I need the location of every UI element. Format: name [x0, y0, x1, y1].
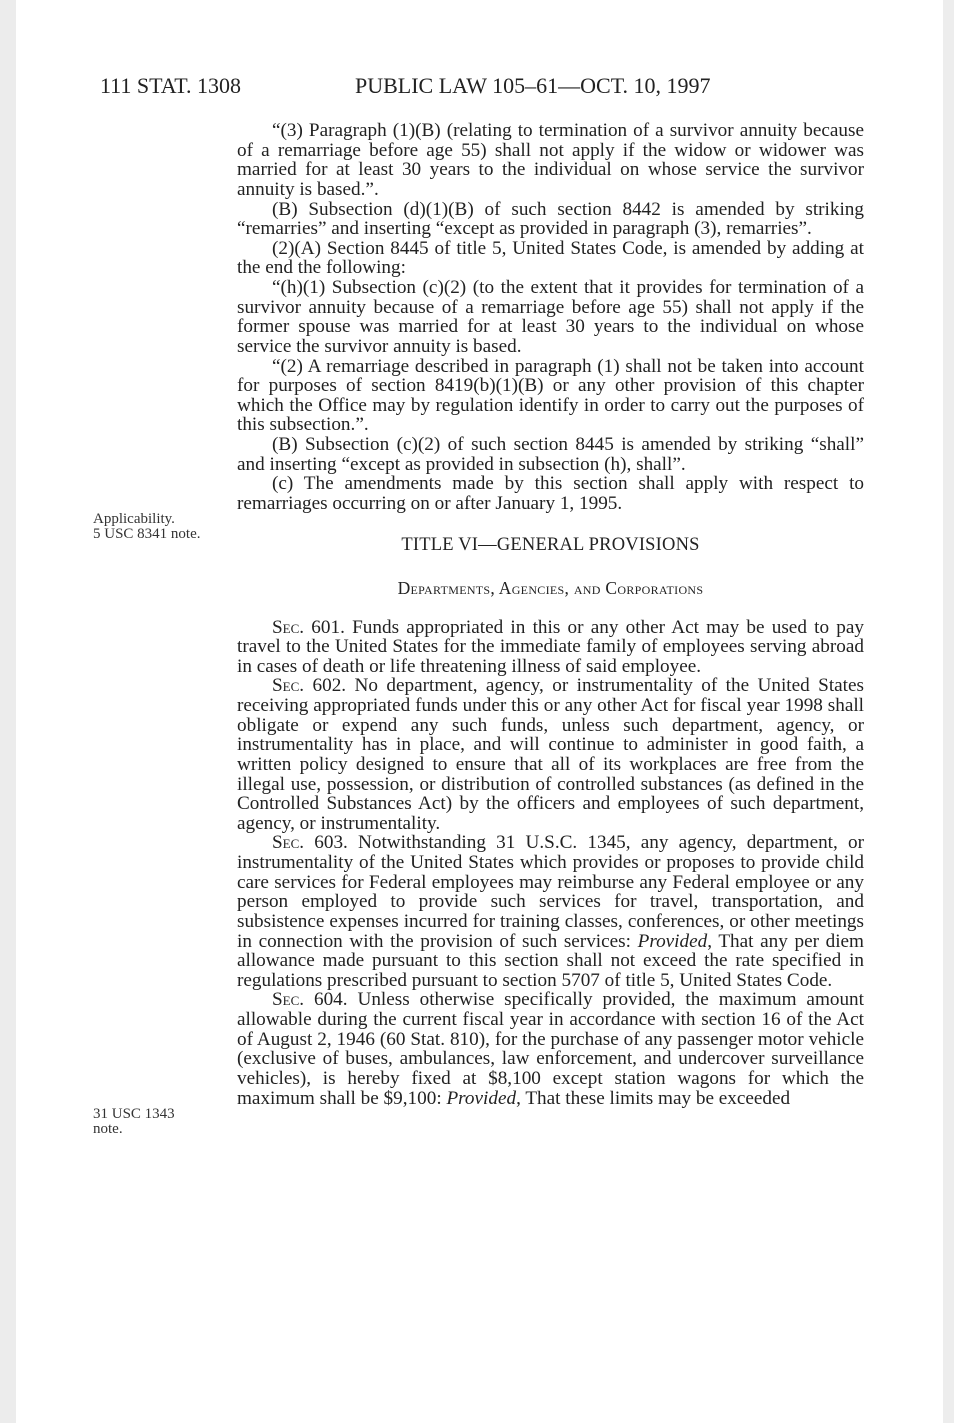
paragraph-h1-subsection: “(h)(1) Subsection (c)(2) (to the extent that it provides for termination of a survivor annuity because of a remarriage before age 55) shall not apply if the former spouse was married for at least 30 years to the individual on whose service the survivor annuity is based.: [237, 277, 864, 357]
provided-italic: Provided: [446, 1087, 517, 1109]
section-text: No department, agency, or instrumentality of the United States receiving appropriated funds under this or any other Act for fiscal year 1998 shall obligate or expend any such funds, unless such department, agency, or instrumentality has in place, and will continue to administer in good faith, a written policy designed to ensure that all of its workplaces are free from the illegal use, possession, or distribution of controlled substances (as defined in the Controlled Substances Act) by the officers and employees of such department, agency, or instrumentality.: [237, 675, 864, 834]
paragraph-3-survivor-annuity: “(3) Paragraph (1)(B) (relating to termination of a survivor annuity because of a remarriage before age 55) shall not apply if the widow or widower was married for at least 30 years to the individual on whose service the survivor annuity is based.”.: [237, 120, 864, 200]
paragraph-h2-remarriage: “(2) A remarriage described in paragraph (1) shall not be taken into account for purposes of section 8419(b)(1)(B) or any other provision of this chapter which the Office may by regulation identify in order to carry out the purposes of this subsection.”.: [237, 355, 864, 436]
section-602: [237, 676, 864, 833]
scan-edge-right: [943, 0, 954, 1423]
section-text-after: , That any per diem allowance made pursuant to this section shall not exceed the rate specified in regulations prescribed pursuant to section 5707 of title 5, United States Code.: [237, 930, 864, 991]
running-header: [100, 73, 800, 99]
section-text-after: , That these limits may be exceeded: [516, 1087, 791, 1109]
scan-edge-left: [0, 0, 16, 1423]
section-604: [237, 990, 864, 1108]
document-body: [237, 121, 864, 1108]
margin-note-31-usc-1343: [93, 1107, 175, 1137]
section-label: Sec. 604.: [272, 989, 348, 1011]
public-law-reference: PUBLIC LAW 105–61—OCT. 10, 1997: [355, 73, 711, 98]
margin-note-label: Applicability.: [93, 511, 175, 527]
section-text: Notwithstanding 31 U.S.C. 1345, any agency, department, or instrumentality of the United States which provides or proposes to provide child care services for Federal employees may reimburse any Federal employee or any person employed to provide such services for travel, transportation, and subsistence expenses incurred for training classes, conferences, or other meetings in connection with the provision of such services:: [237, 832, 864, 952]
subtitle-heading: Departments, Agencies, and Corporations: [397, 577, 704, 598]
paragraph-c-applicability: (c) The amendments made by this section shall apply with respect to remarriages occurring on or after January 1, 1995.: [237, 473, 864, 514]
section-label: Sec. 601.: [272, 616, 345, 638]
section-text: Funds appropriated in this or any other Act may be used to pay travel to the United States for the immediate family of employees serving abroad in cases of death or life threatening illness of said employee.: [237, 616, 864, 677]
provided-italic: Provided: [637, 930, 708, 952]
margin-note-suffix: note.: [93, 1121, 123, 1137]
section-601: [237, 618, 864, 677]
paragraph-2a-section-8445: (2)(A) Section 8445 of title 5, United States Code, is amended by adding at the end the following:: [237, 237, 864, 279]
title-heading: TITLE VI—GENERAL PROVISIONS: [401, 534, 700, 555]
margin-note-citation: 5 USC 8341 note.: [93, 526, 201, 542]
margin-note-applicability: [93, 512, 201, 542]
section-label: Sec. 602.: [272, 675, 347, 697]
paragraph-b-subsection-d1b: (B) Subsection (d)(1)(B) of such section 8442 is amended by striking “remarries” and inserting “except as provided in paragraph (3), remarries”.: [237, 198, 864, 240]
section-603: [237, 833, 864, 990]
margin-note-citation: 31 USC 1343: [93, 1106, 175, 1122]
statute-page-reference: 111 STAT. 1308: [100, 73, 242, 98]
section-text: Unless otherwise specifically provided, the maximum amount allowable during the current fiscal year in accordance with section 16 of the Act of August 2, 1946 (60 Stat. 810), for the purchase of any passenger motor vehicle (exclusive of buses, ambulances, law enforcement, and undercover surveillance vehicles), is hereby fixed at $8,100 except station wagons for which the maximum shall be $9,100:: [237, 989, 864, 1109]
paragraph-b-subsection-c2: (B) Subsection (c)(2) of such section 8445 is amended by striking “shall” and inserting “except as provided in subsection (h), shall”.: [237, 434, 864, 475]
section-label: Sec. 603.: [272, 832, 348, 854]
